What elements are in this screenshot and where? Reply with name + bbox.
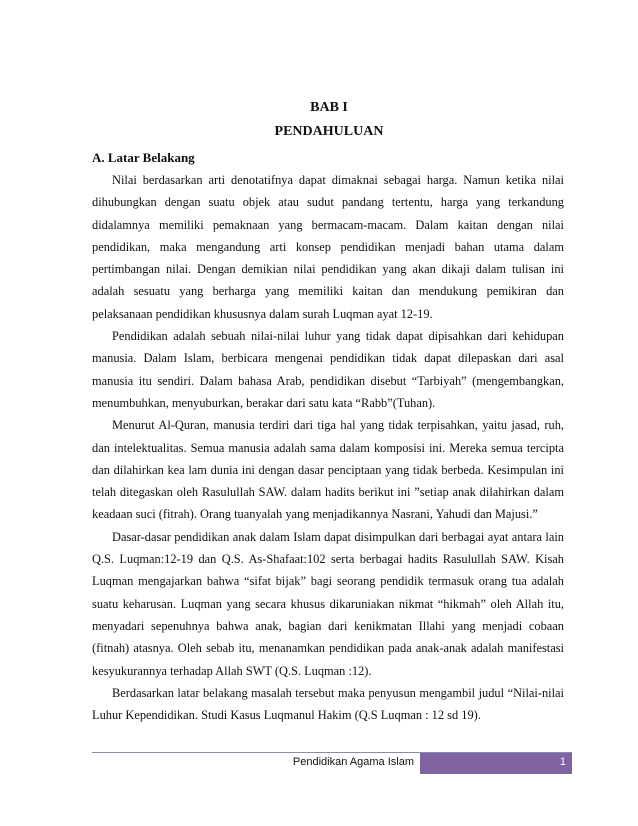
paragraph: Menurut Al-Quran, manusia terdiri dari tiga hal yang tidak terpisahkan, yaitu jasad, ruh, dan intelektualitas. Semua manusia adalah sama dalam komposisi ini. Mereka semua tercipta dan dilahirkan kea lam dunia ini dengan dasar penciptaan yang tidak berbeda. Kesimpulan ini telah ditegaskan oleh Rasulullah SAW. dalam hadits berikut ini ”setiap anak dilahirkan dalam keadaan suci (fitrah). Orang tuanyalah yang menjadikannya Nasrani, Yahudi dan Majusi.” — [92, 418, 564, 522]
chapter-title: PENDAHULUAN — [274, 124, 384, 139]
footer-page-bar — [420, 753, 572, 774]
body-text — [92, 169, 564, 726]
paragraph: Berdasarkan latar belakang masalah tersebut maka penyusun mengambil judul “Nilai-nilai Luhur Kependidikan. Studi Kasus Luqmanul Hakim (Q.S Luqman : 12 sd 19). — [92, 685, 564, 723]
paragraph: Pendidikan adalah sebuah nilai-nilai luhur yang tidak dapat dipisahkan dari kehidupan manusia. Dalam Islam, berbicara mengenai pendidikan tidak dapat dilepaskan dari asal manusia itu sendiri. Dalam bahasa Arab, pendidikan disebut “Tarbiyah” (mengembangkan, menumbuhkan, menyuburkan, berakar dari satu kata “Rabb”(Tuhan). — [92, 329, 564, 410]
paragraph: Nilai berdasarkan arti denotatifnya dapat dimaknai sebagai harga. Namun ketika nilai dihubungkan dengan suatu objek atau sudut pandang tertentu, harga yang terkandung didalamnya memiliki pemaknaan yang bermacam-macam. Dalam kaitan dengan nilai pendidikan, maka mengandung arti konsep pendidikan menjadi bahan utama dalam pertimbangan nilai. Dengan demikian nilai pendidikan yang akan dikaji dalam tulisan ini adalah sesuatu yang berharga yang memiliki kaitan dan mendukung pemikiran dan pelaksanaan pendidikan khususnya dalam surah Luqman ayat 12-19. — [92, 173, 564, 321]
paragraph: Dasar-dasar pendidikan anak dalam Islam dapat disimpulkan dari berbagai ayat antara lain Q.S. Luqman:12-19 dan Q.S. As-Shafaat:102 serta berbagai hadits Rasulullah SAW. Kisah Luqman mengajarkan bahwa “sifat bijak” bagi seorang pendidik termasuk orang tua adalah suatu keharusan. Luqman yang secara khusus dikaruniakan nikmat “hikmah” oleh Allah itu, menyadari sepenuhnya bahwa anak, bagian dari kenikmatan Illahi yang menjadi cobaan (fitnah) atasnya. Oleh sebab itu, menanamkan pendidikan pada anak-anak adalah manifestasi kesyukurannya terhadap Allah SWT (Q.S. Luqman :12). — [92, 529, 564, 678]
section-heading: A. Latar Belakang — [92, 150, 195, 165]
page-number: 1 — [559, 756, 566, 768]
footer-title: Pendidikan Agama Islam — [292, 756, 414, 768]
chapter-number: BAB I — [310, 100, 348, 115]
